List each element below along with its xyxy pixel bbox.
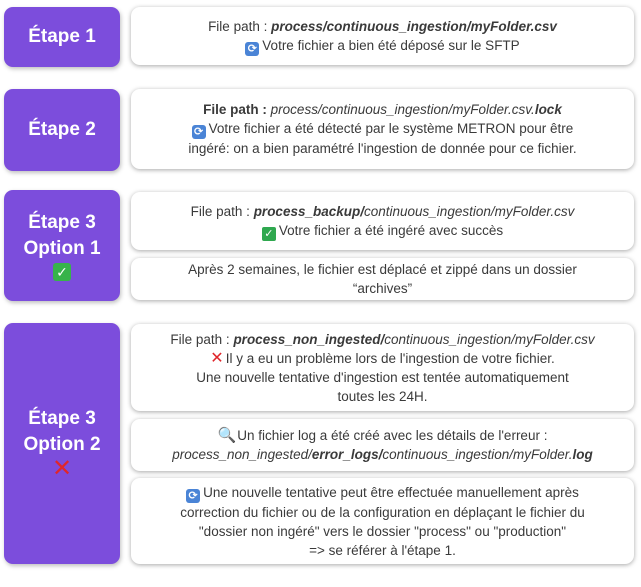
file-path-line: File path : process/continuous_ingestion/myFolder.csv xyxy=(208,18,557,34)
option-2-title: Option 2 xyxy=(23,433,101,455)
error-line: ✕ Il y a eu un problème lors de l'ingestion de votre fichier. xyxy=(210,349,555,367)
file-path-line: File path : process_backup/continuous_ingestion/myFolder.csv xyxy=(190,203,575,219)
step-2-label xyxy=(4,89,120,171)
check-icon: ✓ xyxy=(262,227,276,241)
refresh-icon: ⟳ xyxy=(186,489,200,503)
magnifier-icon: 🔍 xyxy=(217,427,237,444)
manual-line-3: "dossier non ingéré" vers le dossier "process" ou "production" xyxy=(198,523,567,539)
step-1-box xyxy=(131,7,634,65)
step-3-option-1-box xyxy=(131,192,634,250)
file-path-line: File path : process/continuous_ingestion/myFolder.csv.lock xyxy=(203,102,562,117)
archive-line-2: “archives” xyxy=(352,281,413,296)
file-path: continuous_ingestion/myFolder.csv xyxy=(364,203,575,219)
file-path: process/continuous_ingestion/myFolder.csv xyxy=(271,18,557,34)
step-3-option-1-label xyxy=(4,190,120,301)
step-3-option-2-label xyxy=(4,323,120,564)
manual-line-2: correction du fichier ou de la configuration en déplaçant le fichier du xyxy=(180,504,585,520)
manual-line-4: => se référer à l'étape 1. xyxy=(309,542,456,558)
step-1-label xyxy=(4,7,120,67)
step-2-title: Étape 2 xyxy=(28,119,96,141)
retry-line-2: toutes les 24H. xyxy=(337,388,428,404)
step-3-option-2-box xyxy=(131,324,634,411)
file-path-line: File path : process_non_ingested/continuous_ingestion/myFolder.csv xyxy=(170,331,595,347)
option-1-title: Option 1 xyxy=(23,237,101,259)
file-path: process/continuous_ingestion/myFolder.csv. xyxy=(270,102,535,117)
error-log-box xyxy=(131,419,634,471)
log-path-line: process_non_ingested/error_logs/continuous_ingestion/myFolder.log xyxy=(172,447,593,462)
status-line: ✓ Votre fichier a été ingéré avec succès xyxy=(262,221,503,241)
refresh-icon: ⟳ xyxy=(245,42,259,56)
manual-retry-box xyxy=(131,478,634,564)
status-line-2: ingéré: on a bien paramétré l'ingestion de donnée pour ce fichier. xyxy=(188,141,577,156)
archive-line-1: Après 2 semaines, le fichier est déplacé et zippé dans un dossier xyxy=(188,262,577,277)
cross-icon: ✕ xyxy=(51,455,73,483)
file-extension: lock xyxy=(534,102,562,117)
status-line: ⟳ Votre fichier a été détecté par le système METRON pour être xyxy=(192,119,574,139)
step-1-title: Étape 1 xyxy=(28,26,96,48)
step-3-title: Étape 3 xyxy=(28,211,96,233)
manual-line-1: ⟳ Une nouvelle tentative peut être effectuée manuellement après xyxy=(186,483,579,503)
refresh-icon: ⟳ xyxy=(192,125,206,139)
step-2-box xyxy=(131,89,634,169)
check-icon: ✓ xyxy=(53,263,71,281)
status-line: ⟳ Votre fichier a bien été déposé sur le SFTP xyxy=(245,36,519,56)
log-message-line: 🔍Un fichier log a été créé avec les détails de l'erreur : xyxy=(217,427,548,444)
archive-box xyxy=(131,258,634,300)
step-3-title: Étape 3 xyxy=(28,407,96,429)
file-path-folder: process_non_ingested/ xyxy=(233,331,385,347)
file-path-folder: process_backup/ xyxy=(253,203,364,219)
retry-line-1: Une nouvelle tentative d'ingestion est tentée automatiquement xyxy=(196,369,569,385)
file-path: continuous_ingestion/myFolder.csv xyxy=(384,331,595,347)
cross-icon: ✕ xyxy=(210,349,224,367)
